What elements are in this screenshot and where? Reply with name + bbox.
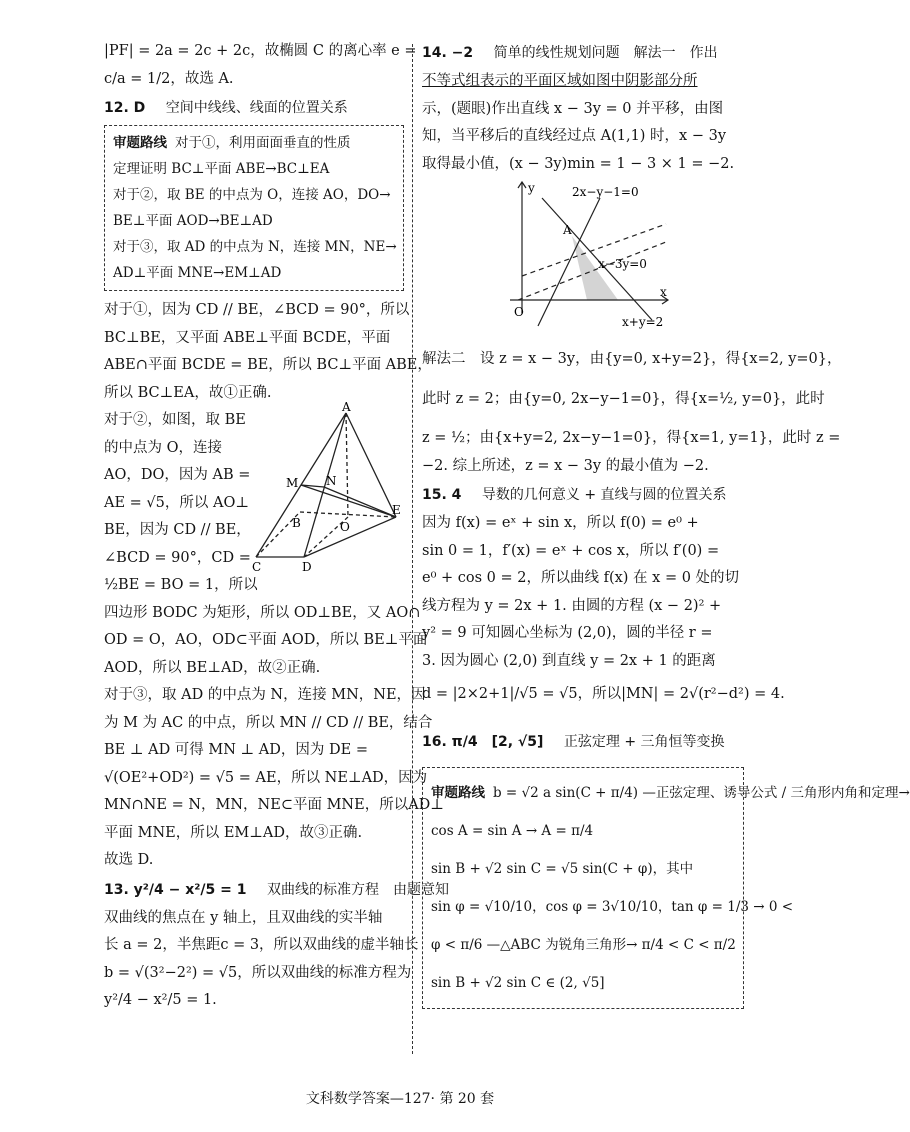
text-line: 取得最小值，(x − 3y)min = 1 − 3 × 1 = −2. (422, 155, 735, 172)
question-number: 16. π/4 [2, √5] (422, 733, 544, 750)
pyramid-figure (252, 400, 404, 599)
question-topic: 空间中线线、线面的位置关系 (165, 100, 348, 116)
text-line: y² = 9 可知圆心坐标为 (2,0)，圆的半径 r = (422, 625, 713, 641)
question-14-header (422, 38, 744, 68)
question-number: 14. −2 (422, 45, 474, 61)
origin-label: O (514, 305, 524, 319)
text-line: ABE∩平面 BCDE = BE，所以 BC⊥平面 ABE， (104, 357, 432, 373)
question-16-header (422, 727, 744, 757)
point-label: O (340, 520, 350, 534)
text-line: 不等式组表示的平面区域如图中阴影部分所 (422, 73, 698, 89)
axis-label: x (660, 285, 667, 299)
text-line: 知，当平移后的直线经过点 A(1,1) 时，x − 3y (422, 128, 727, 144)
point-label: C (252, 560, 262, 574)
point-label: D (302, 560, 312, 574)
figure-row (104, 400, 404, 600)
text-line: BE，因为 CD // BE， (104, 522, 251, 538)
text-line: |PF| = 2a = 2c + 2c，故椭圆 C 的离心率 e = (104, 43, 417, 59)
question-number: 13. y²/4 − x²/5 = 1 (104, 881, 247, 898)
reasoning-box (104, 125, 404, 291)
text-line: 的中点为 O，连接 (104, 439, 222, 456)
text-line: −2. 综上所述，z = x − 3y 的最小值为 −2. (422, 457, 709, 474)
text-line: 对于②，如图，取 BE (104, 412, 246, 428)
text-line: c/a = 1/2，故选 A. (104, 70, 234, 87)
point-label: E (392, 503, 401, 517)
question-number: 12. D (104, 100, 146, 116)
text-line: BC⊥BE，又平面 ABE⊥平面 BCDE，平面 (104, 329, 391, 346)
text-line: 对于③，取 AD 的中点为 N，连接 MN，NE，因 (104, 687, 426, 703)
text-line: 故选 D. (104, 852, 154, 868)
text-line: sin 0 = 1，f′(x) = eˣ + cos x，所以 f′(0) = (422, 542, 720, 559)
question-topic: 简单的线性规划问题 解法一 作出 (493, 45, 718, 61)
line-label: x−3y=0 (598, 257, 647, 271)
point-label: N (326, 474, 337, 488)
text-line: 所以 BC⊥EA，故①正确. (104, 384, 272, 401)
text-line: 双曲线的焦点在 y 轴上，且双曲线的实半轴 (104, 909, 383, 926)
box-line: sin φ = √10/10，cos φ = 3√10/10，tan φ = 1/3 → 0 < (431, 898, 794, 915)
text-line: 对于①，因为 CD // BE，∠BCD = 90°，所以 (104, 302, 410, 318)
text-line: 四边形 BODC 为矩形，所以 OD⊥BE，又 AO∩ (104, 604, 421, 621)
text-line: √(OE²+OD²) = √5 = AE，所以 NE⊥AD，因为 (104, 769, 428, 786)
question-topic: 正弦定理 + 三角恒等变换 (563, 733, 725, 750)
text-line: 解法二 设 z = x − 3y，由{y=0, x+y=2}，得{x=2, y=0}， (422, 351, 842, 367)
point-label: B (292, 516, 301, 530)
feasible-region-graph (422, 178, 744, 328)
box-line: b = √2 a sin(C + π/4) —正弦定理、诱导公式 / 三角形内角和定理→ (493, 784, 910, 801)
box-line: 对于①，利用面面垂直的性质 (175, 135, 351, 151)
text-line: 长 a = 2，半焦距c = 3，所以双曲线的虚半轴长 (104, 937, 419, 953)
question-topic: 双曲线的标准方程 由题意知 (266, 881, 449, 898)
box-line: 定理证明 BC⊥平面 ABE→BC⊥EA (113, 161, 330, 177)
text-line: 平面 MNE，所以 EM⊥AD，故③正确. (104, 824, 363, 841)
text-line: OD = O，AO，OD⊂平面 AOD，所以 BE⊥平面 (104, 632, 428, 648)
point-label: A (563, 223, 572, 237)
text-line: y²/4 − x²/5 = 1. (104, 992, 217, 1008)
text-line: e⁰ + cos 0 = 2，所以曲线 f(x) 在 x = 0 处的切 (422, 570, 740, 586)
column-divider (412, 44, 413, 1054)
box-line: BE⊥平面 AOD→BE⊥AD (113, 213, 273, 229)
question-12-header (104, 93, 404, 123)
text-line: 线方程为 y = 2x + 1. 由圆的方程 (x − 2)² + (422, 597, 722, 614)
right-column (422, 38, 910, 1009)
text-line: z = ½；由{x+y=2, 2x−y−1=0}，得{x=1, y=1}，此时 z = (422, 430, 841, 446)
point-label: M (286, 476, 299, 490)
page-footer: 文科数学答案—127· 第 20 套 (305, 1091, 495, 1107)
text-line: ½BE = BO = 1，所以 (104, 577, 258, 593)
text-line: BE ⊥ AD 可得 MN ⊥ AD，因为 DE = (104, 742, 368, 758)
text-line: MN∩NE = N，MN，NE⊂平面 MNE，所以AD⊥ (104, 797, 444, 813)
box-tag: 审题路线 (431, 784, 485, 801)
text-line: AOD，所以 BE⊥AD，故②正确. (104, 659, 321, 676)
box-line: 对于③，取 AD 的中点为 N，连接 MN，NE→ (113, 239, 397, 255)
line-label: x+y=2 (622, 315, 664, 329)
box-line: sin B + √2 sin C = √5 sin(C + φ)，其中 (431, 860, 694, 877)
point-label: A (342, 400, 351, 414)
reasoning-box (422, 767, 910, 1009)
question-15-header (422, 480, 744, 510)
question-topic: 导数的几何意义 + 直线与圆的位置关系 (481, 487, 727, 503)
text-line: 此时 z = 2；由{y=0, 2x−y−1=0}，得{x=½, y=0}，此时 (422, 390, 825, 407)
text-line: AO，DO，因为 AB = (104, 467, 251, 483)
box-line: AD⊥平面 MNE→EM⊥AD (113, 265, 282, 281)
text-line: ∠BCD = 90°，CD = (104, 549, 251, 566)
box-line: 对于②，取 BE 的中点为 O，连接 AO，DO→ (113, 187, 391, 203)
question-number: 15. 4 (422, 487, 462, 503)
axis-label: y (528, 181, 535, 195)
line-label: 2x−y−1=0 (572, 185, 639, 199)
box-line: cos A = sin A → A = π/4 (431, 822, 594, 839)
text-line: 3. 因为圆心 (2,0) 到直线 y = 2x + 1 的距离 (422, 652, 716, 669)
box-line: sin B + √2 sin C ∈ (2, √5] (431, 974, 605, 991)
text-line: 为 M 为 AC 的中点，所以 MN // CD // BE，结合 (104, 714, 433, 731)
text-line: 因为 f(x) = eˣ + sin x，所以 f(0) = e⁰ + (422, 515, 699, 531)
box-tag: 审题路线 (113, 135, 167, 151)
box-line: φ < π/6 —△ABC 为锐角三角形→ π/4 < C < π/2 (431, 936, 736, 953)
text-line: AE = √5，所以 AO⊥ (104, 494, 249, 511)
text-line: 示，(题眼)作出直线 x − 3y = 0 并平移，由图 (422, 100, 724, 117)
text-line: b = √(3²−2²) = √5，所以双曲线的标准方程为 (104, 964, 412, 981)
question-13-header (104, 875, 449, 905)
text-line: d = |2×2+1|/√5 = √5，所以|MN| = 2√(r²−d²) = 4. (422, 686, 785, 702)
